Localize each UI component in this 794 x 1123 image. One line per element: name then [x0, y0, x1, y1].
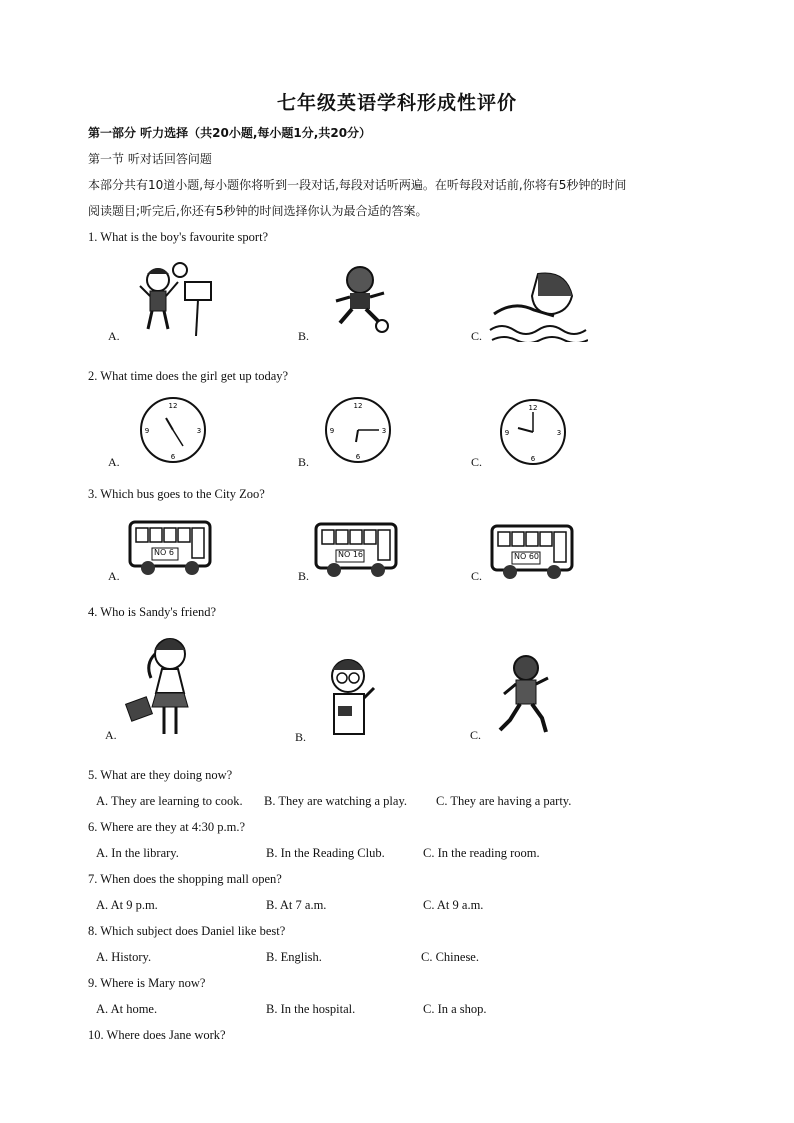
option-a-label: A. [108, 569, 120, 583]
question-7: 7. When does the shopping mall open? [88, 872, 282, 886]
option-b: B. They are watching a play. [264, 794, 408, 808]
option-c: C. In a shop. [423, 1002, 487, 1016]
bus-number: NO 60 [514, 552, 540, 561]
option-c-label: C. [471, 329, 483, 343]
option-b-label: B. [295, 730, 307, 744]
question-10: 10. Where does Jane work? [88, 1028, 226, 1042]
option-c-label: C. [470, 728, 482, 742]
section1-heading: 第一节 听对话回答问题 [88, 152, 212, 166]
option-b: B. In the Reading Club. [266, 846, 385, 860]
part1-heading: 第一部分 听力选择（共20小题,每小题1分,共20分） [88, 126, 372, 140]
clock-icon [498, 398, 568, 466]
svg-text:6: 6 [170, 453, 176, 461]
option-a: A. At home. [96, 1002, 158, 1016]
question-2: 2. What time does the girl get up today? [88, 369, 289, 383]
instructions-line1: 本部分共有10道小题,每小题你将听到一段对话,每段对话听两遍。在听每段对话前,你将有5秒钟的时间 [88, 178, 627, 192]
page-title: 七年级英语学科形成性评价 [276, 92, 517, 114]
svg-text:6: 6 [355, 453, 361, 461]
option-a-label: A. [105, 728, 117, 742]
option-a: A. History. [96, 950, 152, 964]
option-a-label: A. [108, 329, 120, 343]
basketball-boy-icon [130, 258, 220, 340]
swimming-boy-icon [488, 268, 588, 342]
option-b: B. At 7 a.m. [266, 898, 327, 912]
question-1: 1. What is the boy's favourite sport? [88, 230, 269, 244]
svg-text:3: 3 [196, 427, 202, 435]
option-b-label: B. [298, 455, 310, 469]
football-boy-icon [328, 262, 398, 340]
option-c-label: C. [471, 455, 483, 469]
svg-text:3: 3 [381, 427, 387, 435]
bus-icon [490, 522, 574, 582]
option-c-label: C. [471, 569, 483, 583]
question-3: 3. Which bus goes to the City Zoo? [88, 487, 265, 501]
bus-icon [128, 518, 212, 578]
question-5: 5. What are they doing now? [88, 768, 233, 782]
svg-text:12: 12 [168, 402, 178, 410]
option-a: A. At 9 p.m. [96, 898, 158, 912]
option-b-label: B. [298, 569, 310, 583]
bus-number: NO 6 [154, 548, 174, 557]
bus-icon [314, 520, 398, 580]
question-6: 6. Where are they at 4:30 p.m.? [88, 820, 246, 834]
option-c: C. Chinese. [421, 950, 479, 964]
option-c: C. They are having a party. [436, 794, 572, 808]
question-9: 9. Where is Mary now? [88, 976, 206, 990]
option-a: A. In the library. [96, 846, 179, 860]
instructions-line2: 阅读题目;听完后,你还有5秒钟的时间选择你认为最合适的答案。 [88, 204, 428, 218]
option-b: B. English. [266, 950, 322, 964]
boy-with-glasses-icon [316, 650, 386, 740]
clock-icon [138, 396, 208, 464]
option-a-label: A. [108, 455, 120, 469]
option-c: C. At 9 a.m. [423, 898, 484, 912]
option-a: A. They are learning to cook. [96, 794, 243, 808]
svg-text:6: 6 [530, 455, 536, 463]
option-b: B. In the hospital. [266, 1002, 356, 1016]
svg-text:12: 12 [528, 404, 538, 412]
svg-text:12: 12 [353, 402, 363, 410]
svg-text:9: 9 [329, 427, 335, 435]
question-4: 4. Who is Sandy's friend? [88, 605, 217, 619]
girl-with-bag-icon [124, 630, 214, 740]
svg-text:3: 3 [556, 429, 562, 437]
running-boy-icon [494, 652, 558, 740]
question-8: 8. Which subject does Daniel like best? [88, 924, 286, 938]
option-b-label: B. [298, 329, 310, 343]
clock-icon [323, 396, 393, 464]
bus-number: NO 16 [338, 550, 364, 559]
svg-text:9: 9 [504, 429, 510, 437]
option-c: C. In the reading room. [423, 846, 540, 860]
svg-text:9: 9 [144, 427, 150, 435]
